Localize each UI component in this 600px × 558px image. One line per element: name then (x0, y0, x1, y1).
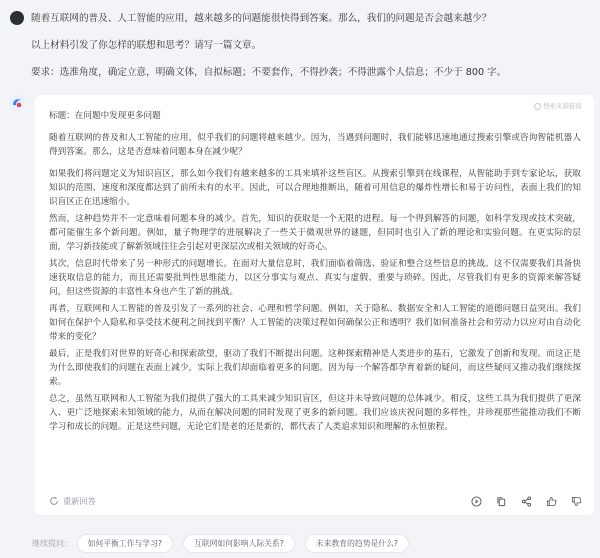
answer-paragraph: 然而，这种趋势并不一定意味着问题本身的减少。首先，知识的获取是一个无限的进程。每一个得到解答的问题，如科学发现或技术突破，都可能催生多个新问题。例如，量子物理学的进展解决了一些关于微观世界的谜题，但同时也引入了新的理论和实验问题。在更实际的层面，学习新技能或了解新领域往往会引起对更深层次或相关领域的好奇心。 (49, 214, 581, 252)
bot-logo-icon (8, 94, 26, 112)
user-avatar (10, 11, 24, 25)
answer-card (35, 95, 594, 515)
answer-paragraph: 其次，信息时代带来了另一种形式的问题增长。在面对大量信息时，我们面临着筛选、验证和整合这些信息的挑战。这不仅需要我们具备快速获取信息的能力，而且还需要批判性思维能力，以区分事实与观点、真实与虚假、重要与琐碎。因此，尽管我们有更多的资源来解答疑问，但这些资源的丰富性本身也产生了新的挑战。 (49, 259, 581, 297)
thumbs-up-icon[interactable] (546, 496, 557, 507)
answer-paragraph: 最后，正是我们对世界的好奇心和探索欲望，驱动了我们不断提出问题。这种探索精神是人类进步的基石，它激发了创新和发现。而这正是为什么即使我们的问题在表面上减少，实际上我们却面临着更多的问题。因为每一个解答都孕育着新的疑问，而这些疑问又推动我们继续探索。 (49, 349, 581, 387)
user-message-line: 随着互联网的普及、人工智能的应用，越来越多的问题能很快得到答案。那么，我们的问题是否会越来越少？ (31, 13, 492, 24)
thumbs-down-icon[interactable] (571, 496, 582, 507)
answer-paragraph: 再者，互联网和人工智能的普及引发了一系列的社会、心理和哲学问题。例如，关于隐私、数据安全和人工智能的道德问题日益突出。我们如何在保护个人隐私和享受技术便利之间找到平衡？人工智能的决策过程如何确保公正和透明？我们如何准备社会和劳动力以应对由自动化带来的变化？ (49, 304, 581, 342)
copy-icon[interactable] (496, 496, 507, 507)
regenerate-label: 重新回答 (63, 495, 96, 506)
user-message-line: 以上材料引发了你怎样的联想和思考？请写一篇文章。 (31, 40, 262, 51)
answer-footer (49, 493, 582, 509)
refresh-icon (49, 496, 59, 506)
answer-paragraph: 随着互联网的普及和人工智能的应用，似乎我们的问题将越来越少。因为，当遇到问题时，我们能够迅速地通过搜索引擎或咨询智能机器人得到答案。那么，这是否意味着问题本身在减少呢？ (49, 133, 581, 157)
follow-up-label: 继续提问: (32, 538, 67, 548)
suggestion-chip[interactable]: 如何平衡工作与学习? (77, 534, 173, 553)
suggestion-chip[interactable]: 未来教育的趋势是什么? (305, 534, 409, 553)
user-message (0, 0, 600, 88)
play-icon[interactable] (471, 496, 482, 507)
answer-title: 标题：在问题中发现更多问题 (49, 111, 161, 121)
suggestion-chip[interactable]: 互联网如何影响人际关系? (183, 534, 295, 553)
answer-content (49, 109, 581, 437)
user-message-line: 要求：选准角度，确定立意，明确文体，自拟标题；不要套作，不得抄袭；不得泄露个人信息；不少于 800 字。 (31, 67, 507, 78)
share-icon[interactable] (521, 496, 532, 507)
answer-paragraph: 如果我们将问题定义为知识盲区，那么如今我们有越来越多的工具来填补这些盲区。从搜索引擎到在线课程，从智能助手到专家论坛，获取知识的范围、速度和深度都达到了前所未有的水平。因此，可以合理地推断出，随着可用信息的爆炸性增长和易于访问性，表面上我们的知识盲区正在迅速缩小。 (49, 169, 581, 207)
follow-up-suggestions (0, 528, 600, 558)
regenerate-button[interactable] (49, 496, 96, 507)
answer-paragraph: 总之，虽然互联网和人工智能为我们提供了强大的工具来减少知识盲区，但这并未导致问题的总体减少。相反，这些工具为我们提供了更深入、更广泛地探索未知领域的能力，从而在解决问题的同时发现了更多的新问题。我们应该庆祝问题的多样性，并珍视那些能推动我们不断学习和成长的问题。正是这些问题，无论它们是老的还是新的，都代表了人类追求知识和理解的永恒旅程。 (49, 394, 581, 432)
answer-actions (471, 496, 582, 507)
source-link-label: 搜索来源链接 (543, 102, 582, 110)
